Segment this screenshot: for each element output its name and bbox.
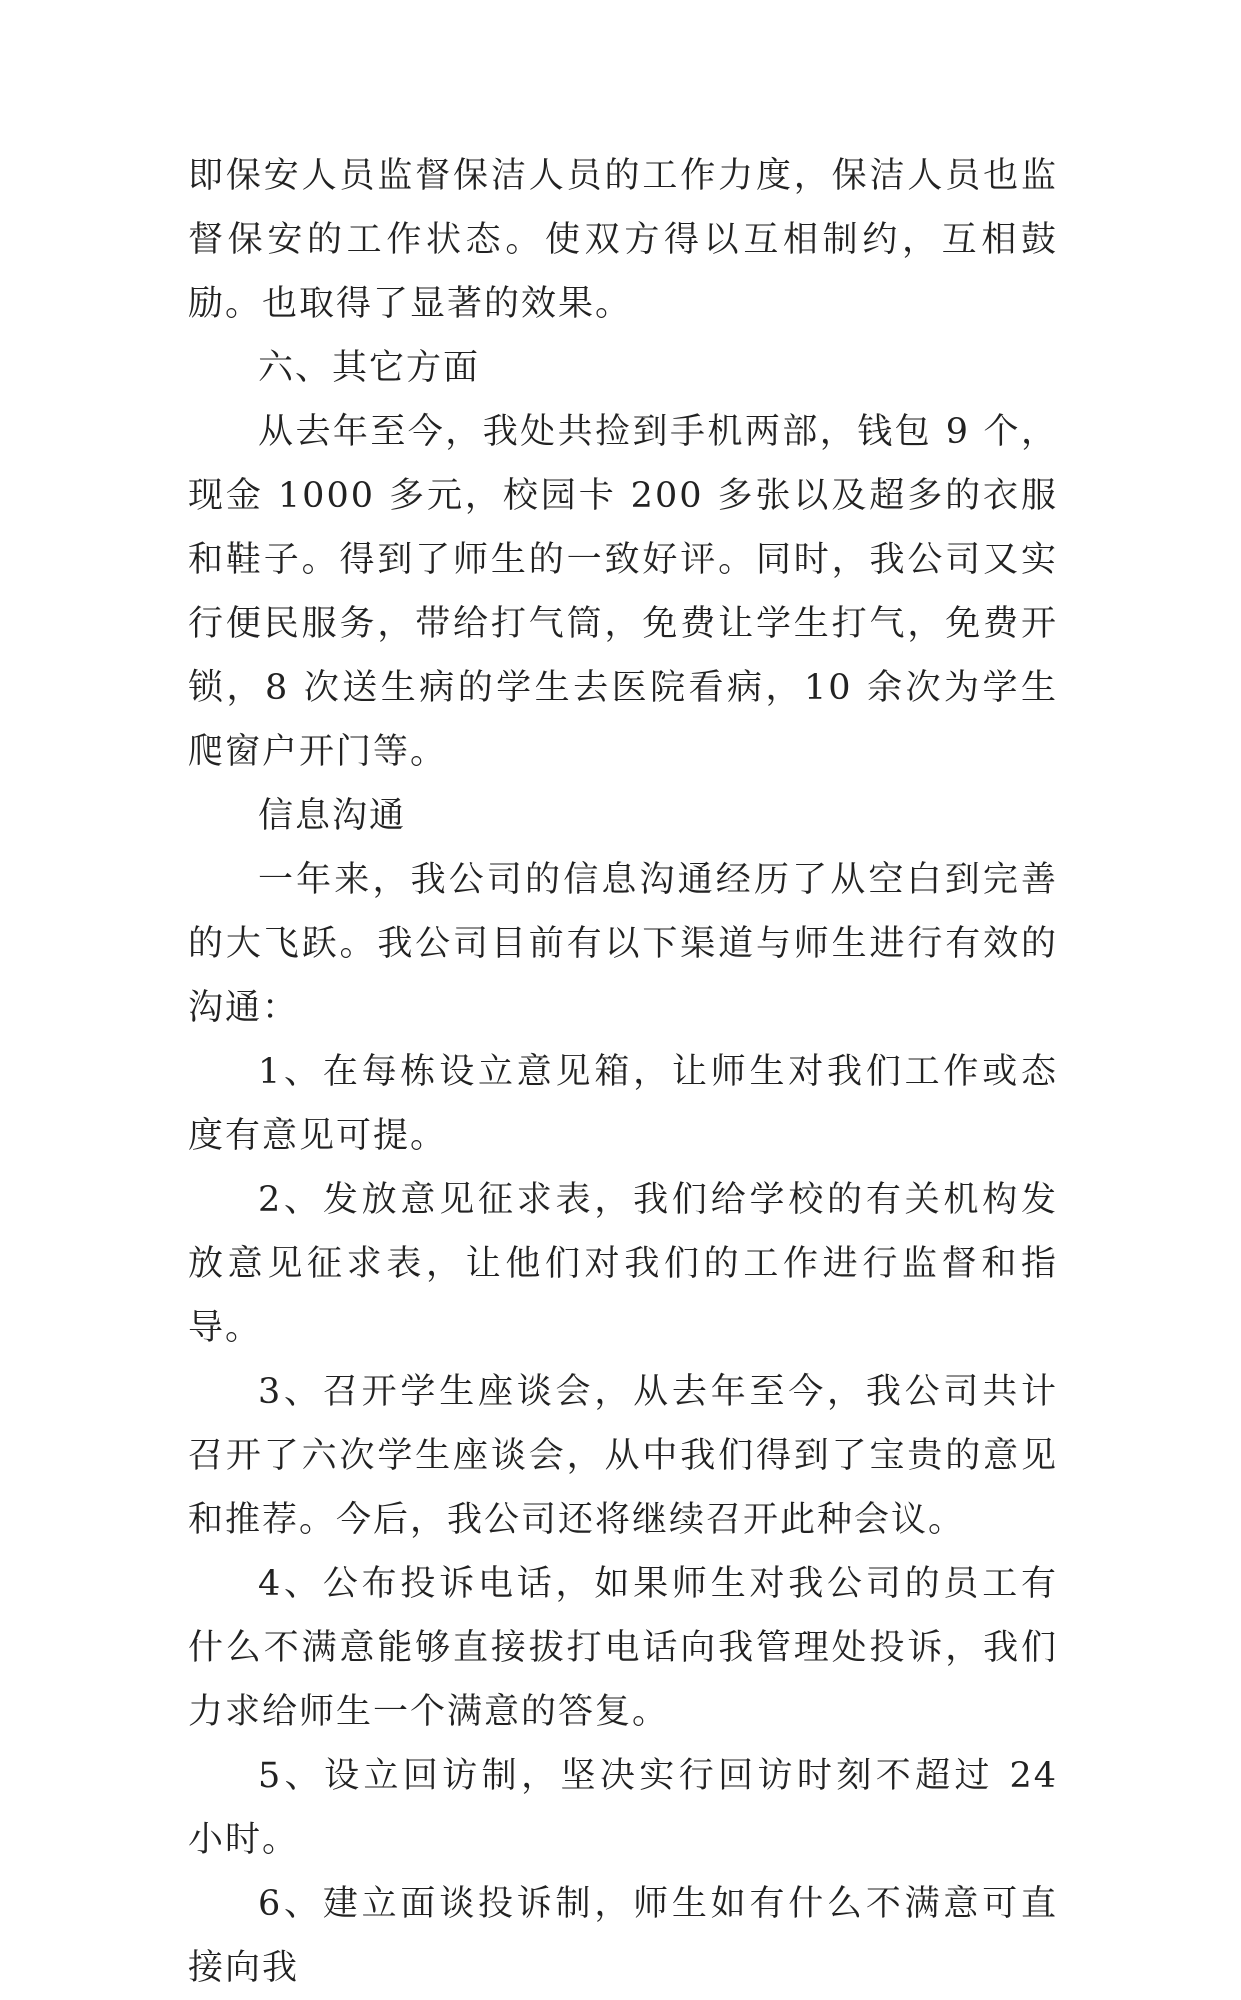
section-heading-other: 六、其它方面 <box>258 348 481 388</box>
list-item-follow-up: 5、设立回访制，坚决实行回访时刻不超过 24 小时。 <box>188 1756 1058 1860</box>
list-item-face-to-face: 6、建立面谈投诉制，师生如有什么不满意可直接向我 <box>188 1884 1058 1988</box>
list-item-complaint-hotline: 4、公布投诉电话，如果师生对我公司的员工有什么不满意能够直接拔打电话向我管理处投诉，我们力求给师生一个满意的答复。 <box>188 1564 1058 1732</box>
list-item-suggestion-box: 1、在每栋设立意见箱，让师生对我们工作或态度有意见可提。 <box>188 1052 1058 1156</box>
section-heading-communication: 信息沟通 <box>258 796 407 836</box>
list-item-student-forum: 3、召开学生座谈会，从去年至今，我公司共计召开了六次学生座谈会，从中我们得到了宝贵的意见和推荐。今后，我公司还将继续召开此种会议。 <box>188 1372 1058 1540</box>
document-body <box>188 144 1058 2000</box>
list-item-feedback-form: 2、发放意见征求表，我们给学校的有关机构发放意见征求表，让他们对我们的工作进行监督和指导。 <box>188 1180 1058 1348</box>
paragraph-continuation: 即保安人员监督保洁人员的工作力度，保洁人员也监督保安的工作状态。使双方得以互相制约，互相鼓励。也取得了显著的效果。 <box>188 156 1058 324</box>
paragraph-lost-and-found: 从去年至今，我处共捡到手机两部，钱包 9 个，现金 1000 多元，校园卡 200 多张以及超多的衣服和鞋子。得到了师生的一致好评。同时，我公司又实行便民服务，带给打气筒，免费让学生打气，免费开锁，8 次送生病的学生去医院看病，10 余次为学生爬窗户开门等。 <box>188 412 1058 772</box>
paragraph-communication-intro: 一年来，我公司的信息沟通经历了从空白到完善的大飞跃。我公司目前有以下渠道与师生进行有效的沟通： <box>188 860 1058 1028</box>
